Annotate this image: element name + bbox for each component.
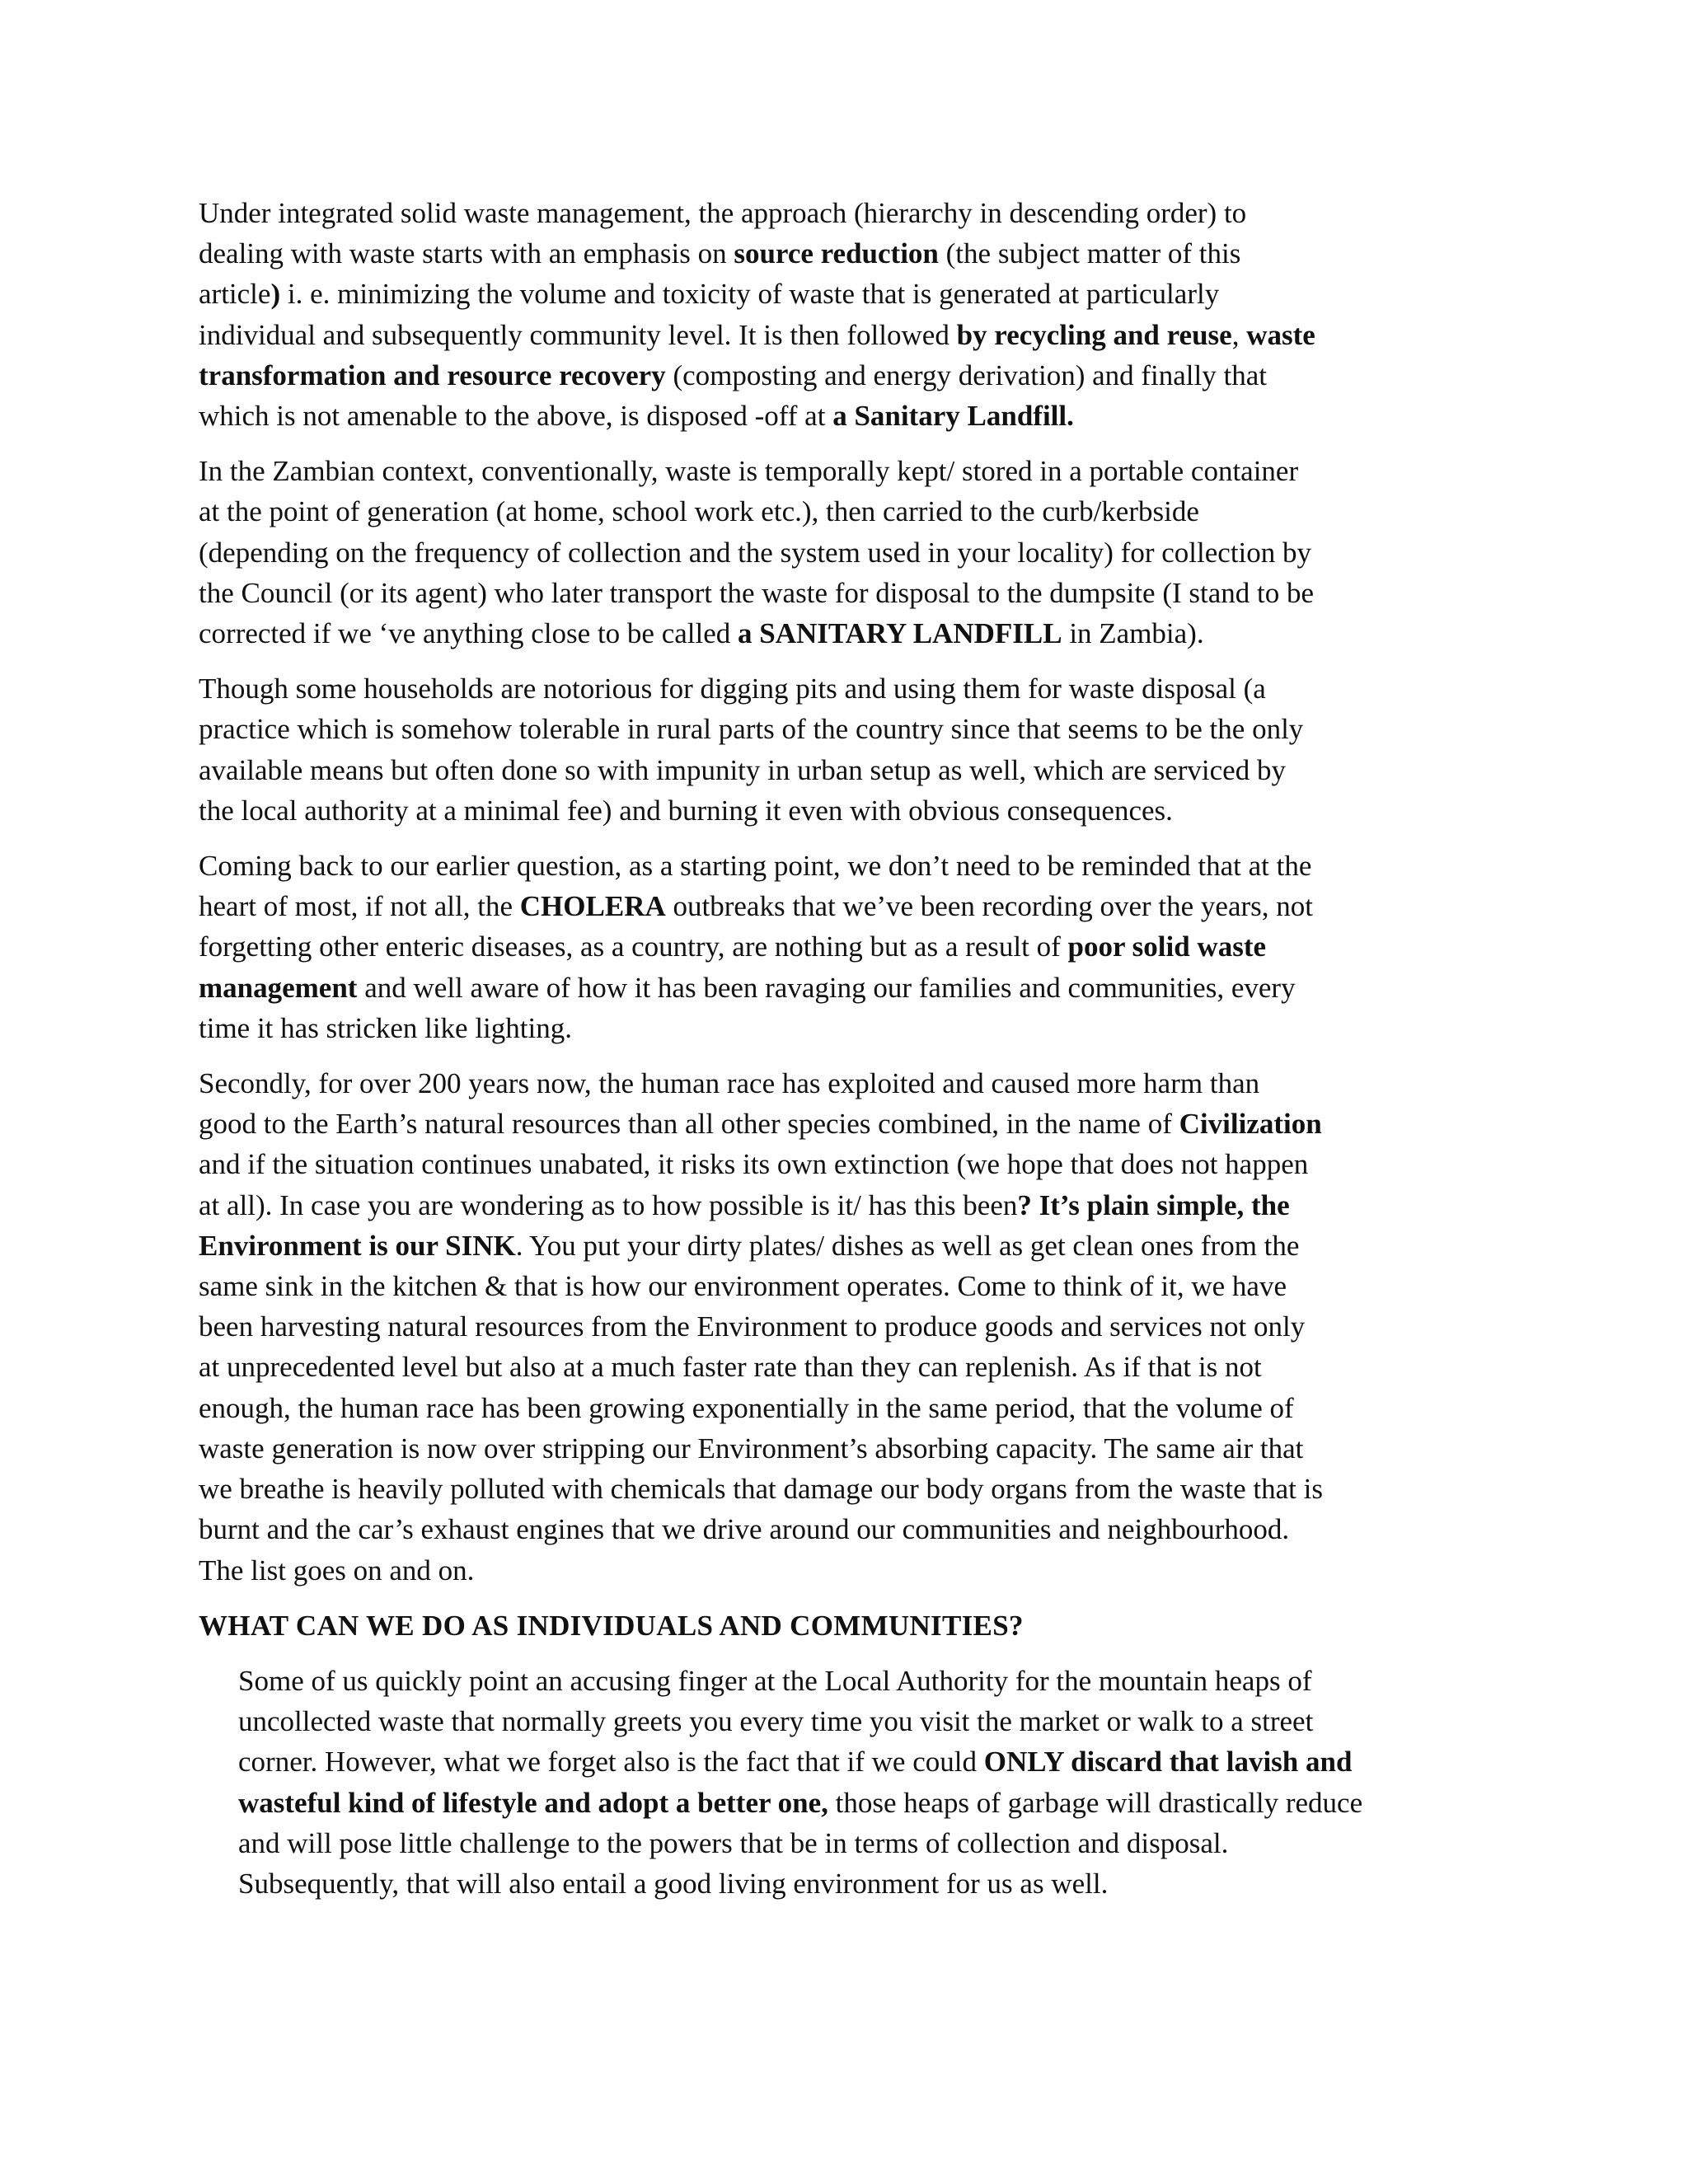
- text-run: burnt and the car’s exhaust engines that we drive around our communities and neighbourhood.: [199, 1513, 1290, 1546]
- text-line: [199, 1428, 1484, 1469]
- text-run: same sink in the kitchen & that is how our environment operates. Come to think of it, we have: [199, 1270, 1287, 1303]
- text-line: [199, 451, 1484, 491]
- text-line: [199, 233, 1484, 274]
- text-run: which is not amenable to the above, is disposed -off at: [199, 400, 833, 433]
- text-line: [238, 1783, 1484, 1823]
- text-run: in Zambia).: [1062, 617, 1204, 650]
- text-run: available means but often done so with impunity in urban setup as well, which are serviced by: [199, 753, 1286, 786]
- text-run: at the point of generation (at home, school work etc.), then carried to the curb/kerbside: [199, 495, 1199, 528]
- text-run: been harvesting natural resources from the Environment to produce goods and services not only: [199, 1310, 1306, 1343]
- text-line: [199, 846, 1484, 886]
- text-line: [199, 1144, 1484, 1184]
- text-run: the local authority at a minimal fee) and burning it even with obvious consequences.: [199, 794, 1173, 827]
- bold-text: Environment is our SINK: [199, 1229, 516, 1262]
- text-line: [199, 532, 1484, 573]
- text-run: dealing with waste starts with an emphasis on: [199, 237, 734, 270]
- paragraph: [199, 193, 1484, 436]
- bold-text: ): [270, 278, 281, 311]
- text-line: [238, 1823, 1484, 1863]
- text-line: [199, 709, 1484, 749]
- text-run: the Council (or its agent) who later transport the waste for disposal to the dumpsite (I stand to be: [199, 576, 1315, 609]
- text-line: [199, 926, 1484, 967]
- text-line: [238, 1701, 1484, 1741]
- text-run: practice which is somehow tolerable in rural parts of the country since that seems to be the only: [199, 713, 1304, 746]
- bold-text: by recycling and reuse: [956, 318, 1232, 351]
- text-run: Secondly, for over 200 years now, the human race has exploited and caused more harm than: [199, 1067, 1260, 1100]
- text-line: [199, 491, 1484, 532]
- text-run: enough, the human race has been growing exponentially in the same period, that the volume of: [199, 1391, 1294, 1424]
- text-line: [199, 1469, 1484, 1509]
- text-run: corner. However, what we forget also is the fact that if we could: [238, 1746, 984, 1779]
- text-run: and will pose little challenge to the powers that be in terms of collection and disposal.: [238, 1826, 1229, 1859]
- text-run: those heaps of garbage will drastically reduce: [828, 1786, 1363, 1819]
- text-line: [199, 1388, 1484, 1428]
- text-run: forgetting other enteric diseases, as a country, are nothing but as a result of: [199, 930, 1068, 963]
- text-run: . You put your dirty plates/ dishes as well as get clean ones from the: [515, 1229, 1300, 1262]
- bold-text: transformation and resource recovery: [199, 359, 666, 391]
- text-run: at all). In case you are wondering as to how possible is it/ has this been: [199, 1188, 1018, 1221]
- section-heading: WHAT CAN WE DO AS INDIVIDUALS AND COMMUNITIES?: [199, 1609, 1024, 1642]
- text-run: at unprecedented level but also at a much faster rate than they can replenish. As if that is not: [199, 1351, 1262, 1384]
- text-run: The list goes on and on.: [199, 1554, 475, 1586]
- text-run: we breathe is heavily polluted with chemicals that damage our body organs from the waste that is: [199, 1473, 1323, 1506]
- text-run: Under integrated solid waste management, the approach (hierarchy in descending order) to: [199, 197, 1247, 229]
- text-run: (depending on the frequency of collection and the system used in your locality) for collection by: [199, 536, 1312, 569]
- text-run: time it has stricken like lighting.: [199, 1011, 572, 1044]
- text-run: waste generation is now over stripping our Environment’s absorbing capacity. The same air that: [199, 1432, 1304, 1465]
- text-run: Coming back to our earlier question, as a starting point, we don’t need to be reminded that at the: [199, 850, 1312, 883]
- bold-text: management: [199, 971, 358, 1004]
- text-line: [199, 1063, 1484, 1104]
- text-line: [199, 396, 1484, 436]
- bold-text: a Sanitary Landfill.: [832, 400, 1074, 433]
- document-body: [199, 193, 1484, 1919]
- text-run: heart of most, if not all, the: [199, 890, 520, 923]
- text-line: [199, 355, 1484, 396]
- text-line: [238, 1863, 1484, 1904]
- bold-text: Civilization: [1179, 1108, 1322, 1141]
- text-line: [199, 968, 1484, 1008]
- text-line: [199, 1550, 1484, 1591]
- text-line: [199, 790, 1484, 831]
- paragraph: [199, 668, 1484, 831]
- text-line: [199, 1226, 1484, 1266]
- text-run: good to the Earth’s natural resources than all other species combined, in the name of: [199, 1108, 1179, 1141]
- bold-text: ? It’s plain simple, the: [1017, 1188, 1290, 1221]
- paragraph: [199, 1063, 1484, 1591]
- text-line: [199, 573, 1484, 613]
- text-run: (the subject matter of this: [938, 237, 1241, 270]
- paragraph: [199, 451, 1484, 654]
- text-line: [199, 1104, 1484, 1144]
- text-run: corrected if we ‘ve anything close to be called: [199, 617, 738, 650]
- bold-text: wasteful kind of lifestyle and adopt a better one,: [238, 1786, 828, 1819]
- bold-text: source reduction: [734, 237, 939, 270]
- text-run: i. e. minimizing the volume and toxicity of waste that is generated at particularly: [280, 278, 1220, 311]
- text-line: [199, 1008, 1484, 1048]
- text-line: [199, 750, 1484, 790]
- text-run: Subsequently, that will also entail a good living environment for us as well.: [238, 1867, 1109, 1900]
- text-line: [199, 668, 1484, 709]
- text-line: [199, 315, 1484, 355]
- text-line: [199, 1185, 1484, 1226]
- text-run: individual and subsequently community level. It is then followed: [199, 318, 957, 351]
- text-run: Though some households are notorious for digging pits and using them for waste disposal (a: [199, 673, 1266, 705]
- bold-text: waste: [1246, 318, 1315, 351]
- text-line: [199, 1266, 1484, 1306]
- text-run: Some of us quickly point an accusing finger at the Local Authority for the mountain heaps of: [238, 1664, 1312, 1697]
- paragraph: [199, 846, 1484, 1048]
- text-line: [199, 1306, 1484, 1347]
- bold-text: poor solid waste: [1067, 930, 1267, 963]
- bold-text: CHOLERA: [519, 890, 666, 923]
- text-run: and well aware of how it has been ravaging our families and communities, every: [357, 971, 1296, 1004]
- text-line: [199, 193, 1484, 233]
- bold-text: a SANITARY LANDFILL: [738, 617, 1062, 650]
- text-run: article: [199, 278, 271, 311]
- text-line: [199, 1347, 1484, 1387]
- text-run: In the Zambian context, conventionally, waste is temporally kept/ stored in a portable container: [199, 455, 1299, 488]
- final-paragraph: [199, 1661, 1484, 1904]
- text-run: (composting and energy derivation) and finally that: [665, 359, 1267, 391]
- text-line: [238, 1661, 1484, 1701]
- text-run: and if the situation continues unabated, it risks its own extinction (we hope that does not happen: [199, 1148, 1309, 1181]
- text-line: [199, 886, 1484, 926]
- text-run: uncollected waste that normally greets you every time you visit the market or walk to a street: [238, 1705, 1314, 1738]
- text-line: [199, 613, 1484, 654]
- text-line: [199, 274, 1484, 314]
- text-line: [238, 1741, 1484, 1782]
- bold-text: ONLY discard that lavish and: [983, 1746, 1353, 1779]
- paragraph-list: [199, 193, 1484, 1591]
- text-run: outbreaks that we’ve been recording over the years, not: [665, 890, 1313, 923]
- text-line: [199, 1509, 1484, 1549]
- text-run: ,: [1231, 318, 1247, 351]
